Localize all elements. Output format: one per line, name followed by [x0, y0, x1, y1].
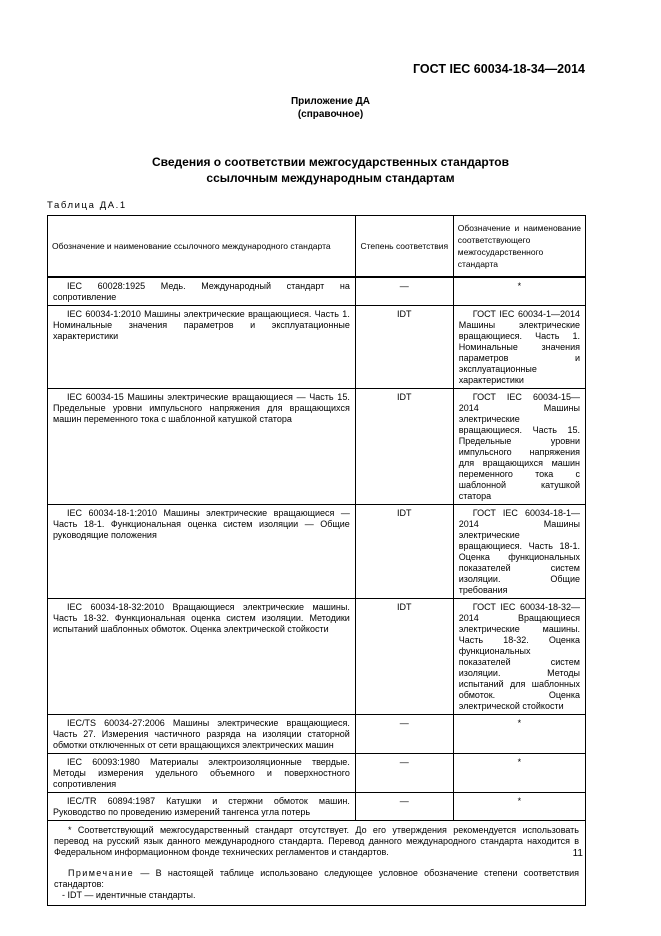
- table-row: [48, 599, 586, 715]
- degree-cell: —: [355, 754, 453, 793]
- national-standard-cell: ГОСТ IEC 60034-18-1—2014 Машины электрические вращающиеся. Часть 18-1. Оценка функциональных показателей систем изоляции. Общие требования: [453, 505, 585, 599]
- document-code: ГОСТ IEC 60034-18-34—2014: [413, 62, 585, 76]
- note: [54, 868, 579, 890]
- international-standard-cell: IEC 60034-18-1:2010 Машины электрические вращающиеся — Часть 18-1. Функциональная оценка систем изоляции — Общие руководящие положения: [48, 505, 356, 599]
- section-title: [0, 154, 661, 186]
- international-standard-cell: IEC 60028:1925 Медь. Международный стандарт на сопротивление: [48, 277, 356, 306]
- page-number: 11: [572, 848, 583, 859]
- column-header-degree: Степень соответствия: [355, 216, 453, 278]
- national-standard-cell: *: [453, 715, 585, 754]
- table-header-row: [48, 216, 586, 278]
- note-text: — В настоящей таблице использовано следующее условное обозначение степени соответствия стандартов:: [54, 868, 579, 889]
- national-standard-cell: *: [453, 793, 585, 821]
- correspondence-table: [47, 215, 586, 906]
- national-standard-cell: ГОСТ IEC 60034-18-32—2014 Вращающиеся электрические машины. Часть 18-32. Оценка функциональных показателей систем изоляции. Методы испытаний для шаблонных обмоток. Оценка электрической стойкости: [453, 599, 585, 715]
- international-standard-cell: IEC/TR 60894:1987 Катушки и стержни обмоток машин. Руководство по проведению измерений тангенса угла потерь: [48, 793, 356, 821]
- section-title-line-1: Сведения о соответствии межгосударственных стандартов: [152, 155, 509, 169]
- table-row: [48, 505, 586, 599]
- column-header-national: Обозначение и наименование соответствующего межгосударственного стандарта: [453, 216, 585, 278]
- appendix-title: Приложение ДА: [290, 96, 371, 107]
- section-title-line-2: ссылочным международным стандартам: [206, 171, 455, 185]
- table-notes: [48, 821, 586, 906]
- degree-cell: —: [355, 793, 453, 821]
- international-standard-cell: IEC 60034-18-32:2010 Вращающиеся электрические машины. Часть 18-32. Функциональная оценка систем изоляции. Методики испытаний шаблонных обмоток. Оценка электрической стойкости: [48, 599, 356, 715]
- table-row: [48, 715, 586, 754]
- national-standard-cell: ГОСТ IEC 60034-15—2014 Машины электрические вращающиеся. Часть 15. Предельные уровни импульсного напряжения для вращающихся машин переменного тока с шаблонной катушкой статора: [453, 389, 585, 505]
- table-row: [48, 754, 586, 793]
- appendix-subtitle: (справочное): [297, 109, 364, 120]
- international-standard-cell: IEC/TS 60034-27:2006 Машины электрические вращающиеся. Часть 27. Измерения частичного разряда на изоляции статорной обмотки отключенных от сети вращающихся электрических машин: [48, 715, 356, 754]
- note-lead: Примечание: [68, 868, 135, 878]
- table-row: [48, 389, 586, 505]
- international-standard-cell: IEC 60034-15 Машины электрические вращающиеся — Часть 15. Предельные уровни импульсного напряжения для вращающихся машин переменного тока с шаблонной катушкой статора: [48, 389, 356, 505]
- degree-cell: —: [355, 277, 453, 306]
- international-standard-cell: IEC 60034-1:2010 Машины электрические вращающиеся. Часть 1. Номинальные значения параметров и эксплуатационные характеристики: [48, 306, 356, 389]
- table-caption: Таблица ДА.1: [47, 200, 127, 211]
- table-row: [48, 306, 586, 389]
- appendix-heading: [0, 95, 661, 121]
- international-standard-cell: IEC 60093:1980 Материалы электроизоляционные твердые. Методы измерения удельного объемного и поверхностного сопротивления: [48, 754, 356, 793]
- national-standard-cell: *: [453, 754, 585, 793]
- degree-cell: IDT: [355, 389, 453, 505]
- national-standard-cell: ГОСТ IEC 60034-1—2014 Машины электрические вращающиеся. Часть 1. Номинальные значения параметров и эксплуатационные характеристики: [453, 306, 585, 389]
- degree-cell: IDT: [355, 505, 453, 599]
- table-row: [48, 277, 586, 306]
- degree-cell: IDT: [355, 599, 453, 715]
- degree-cell: IDT: [355, 306, 453, 389]
- note-item: - IDT — идентичные стандарты.: [62, 890, 196, 900]
- column-header-international: Обозначение и наименование ссылочного международного стандарта: [48, 216, 356, 278]
- national-standard-cell: *: [453, 277, 585, 306]
- degree-cell: —: [355, 715, 453, 754]
- table-row: [48, 793, 586, 821]
- table-footer-row: [48, 821, 586, 906]
- footnote: * Соответствующий межгосударственный стандарт отсутствует. До его утверждения рекомендуется использовать перевод на русский язык данного международного стандарта. Перевод данного международного стандарта находится в Федеральном информационном фонде технических регламентов и стандартов.: [54, 825, 579, 857]
